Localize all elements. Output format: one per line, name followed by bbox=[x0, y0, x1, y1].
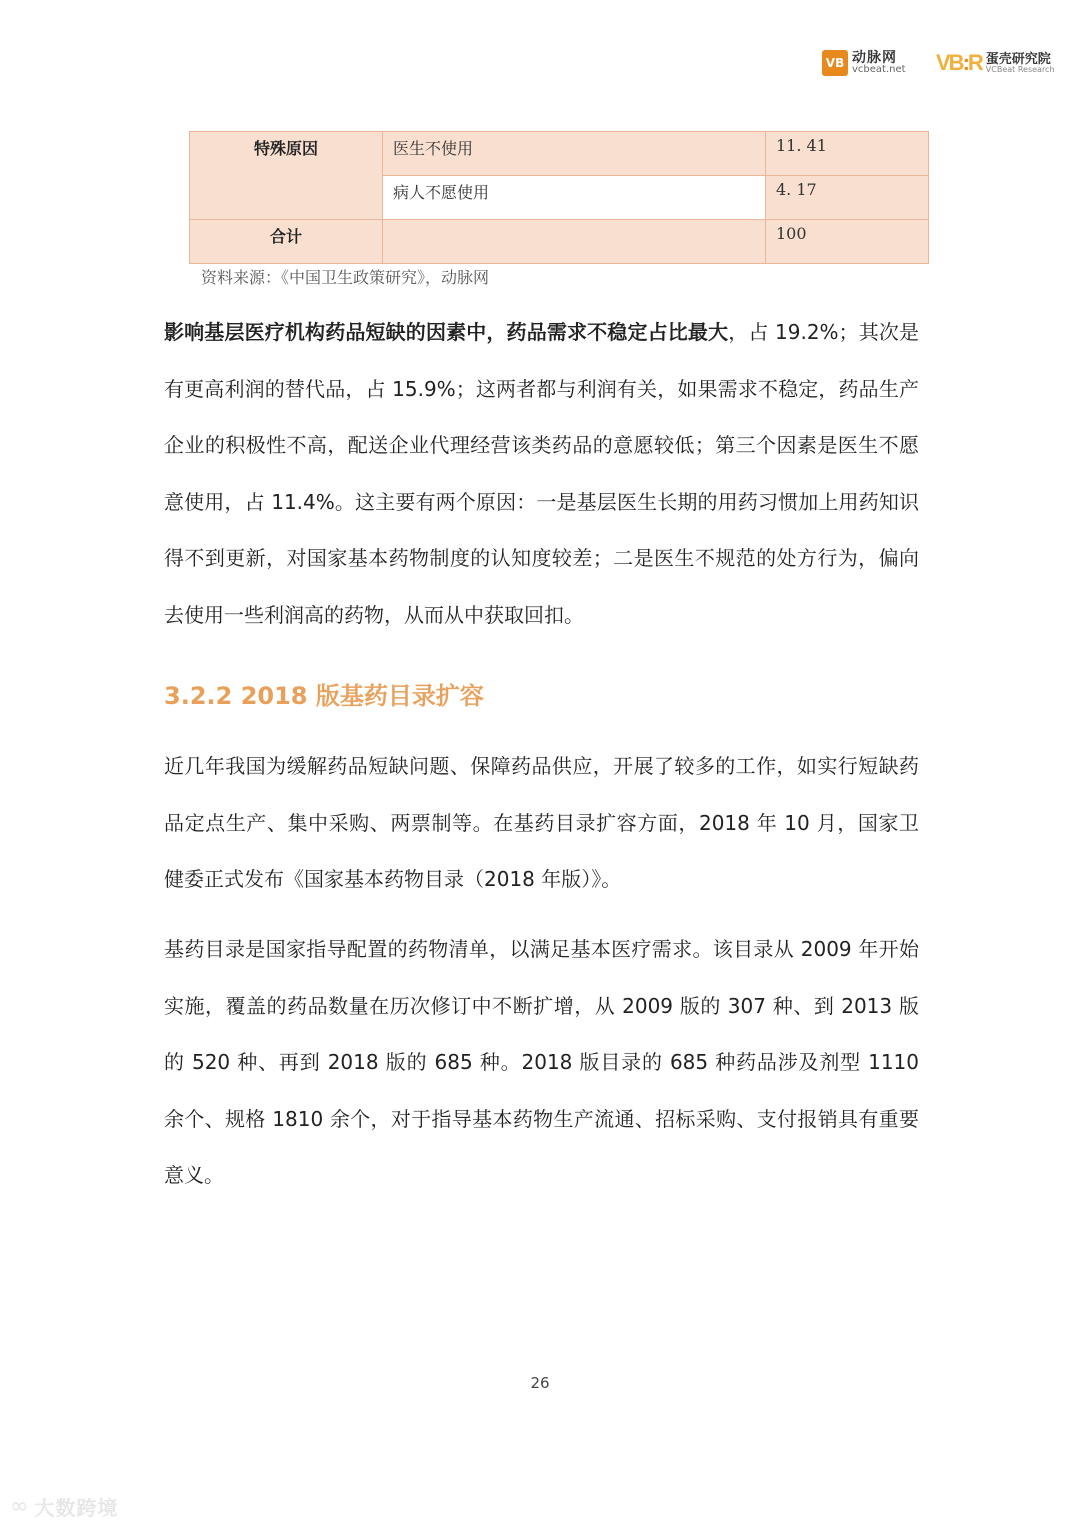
vcbeat-logo bbox=[822, 50, 906, 76]
paragraph-expansion: 近几年我国为缓解药品短缺问题、保障药品供应，开展了较多的工作，如实行短缺药品定点生产、集中采购、两票制等。在基药目录扩容方面，2018 年 10 月，国家卫健委正式发布《国家基本药物目录（2018 年版）》。 bbox=[164, 754, 919, 891]
table-item-cell: 病人不愿使用 bbox=[383, 176, 766, 220]
watermark bbox=[10, 1492, 118, 1521]
watermark-text: 大数跨境 bbox=[34, 1496, 119, 1520]
table-item-cell bbox=[383, 220, 766, 264]
paragraph-bold-lead: 影响基层医疗机构药品短缺的因素中，药品需求不稳定占比最大 bbox=[164, 320, 729, 344]
paragraph-shortage-factors bbox=[164, 304, 919, 643]
table-category-cell: 特殊原因 bbox=[190, 132, 383, 220]
table-value-cell: 11. 41 bbox=[766, 132, 929, 176]
vcbeat-research-logo-cn: 蛋壳研究院 bbox=[985, 51, 1051, 67]
table-item-cell: 医生不使用 bbox=[383, 132, 766, 176]
table-row bbox=[190, 132, 929, 176]
vcbeat-research-logo-mark: VB:R bbox=[936, 50, 982, 75]
watermark-icon: ∞ bbox=[10, 1494, 29, 1519]
vcbeat-logo-cn: 动脉网 bbox=[852, 50, 897, 66]
shortage-reasons-table bbox=[189, 131, 929, 264]
page-number: 26 bbox=[530, 1374, 550, 1392]
table-row bbox=[190, 220, 929, 264]
table-total-label-cell: 合计 bbox=[190, 220, 383, 264]
paragraph-catalog: 基药目录是国家指导配置的药物清单，以满足基本医疗需求。该目录从 2009 年开始实施，覆盖的药品数量在历次修订中不断扩增，从 2009 版的 307 种、到 2013 版的 520 种、再到 2018 版的 685 种。2018 版目录的 685 种药品涉及剂型 1110 余个、规格 1810 余个，对于指导基本药物生产流通、招标采购、支付报销具有重要意义。 bbox=[164, 937, 919, 1187]
vcbeat-logo-en: vcbeat.net bbox=[852, 64, 906, 75]
paragraph-text: ，占 19.2%；其次是有更高利润的替代品，占 15.9%；这两者都与利润有关，如果需求不稳定，药品生产企业的积极性不高，配送企业代理经营该类药品的意愿较低；第三个因素是医生不愿意使用，占 11.4%。这主要有两个原因：一是基层医生长期的用药习惯加上用药知识得不到更新，对国家基本药物制度的认知度较差；二是医生不规范的处方行为，偏向去使用一些利润高的药物，从而从中获取回扣。 bbox=[164, 320, 919, 627]
vcbeat-research-logo-en: VCBeat Research bbox=[985, 64, 1055, 74]
table-source-note: 资料来源：《中国卫生政策研究》，动脉网 bbox=[201, 268, 490, 287]
table-value-cell: 4. 17 bbox=[766, 176, 929, 220]
section-heading: 3.2.2 2018 版基药目录扩容 bbox=[164, 682, 484, 710]
vcbeat-research-logo bbox=[936, 50, 1055, 76]
vcbeat-logo-mark: VB bbox=[822, 50, 848, 76]
table-total-value-cell: 100 bbox=[766, 220, 929, 264]
